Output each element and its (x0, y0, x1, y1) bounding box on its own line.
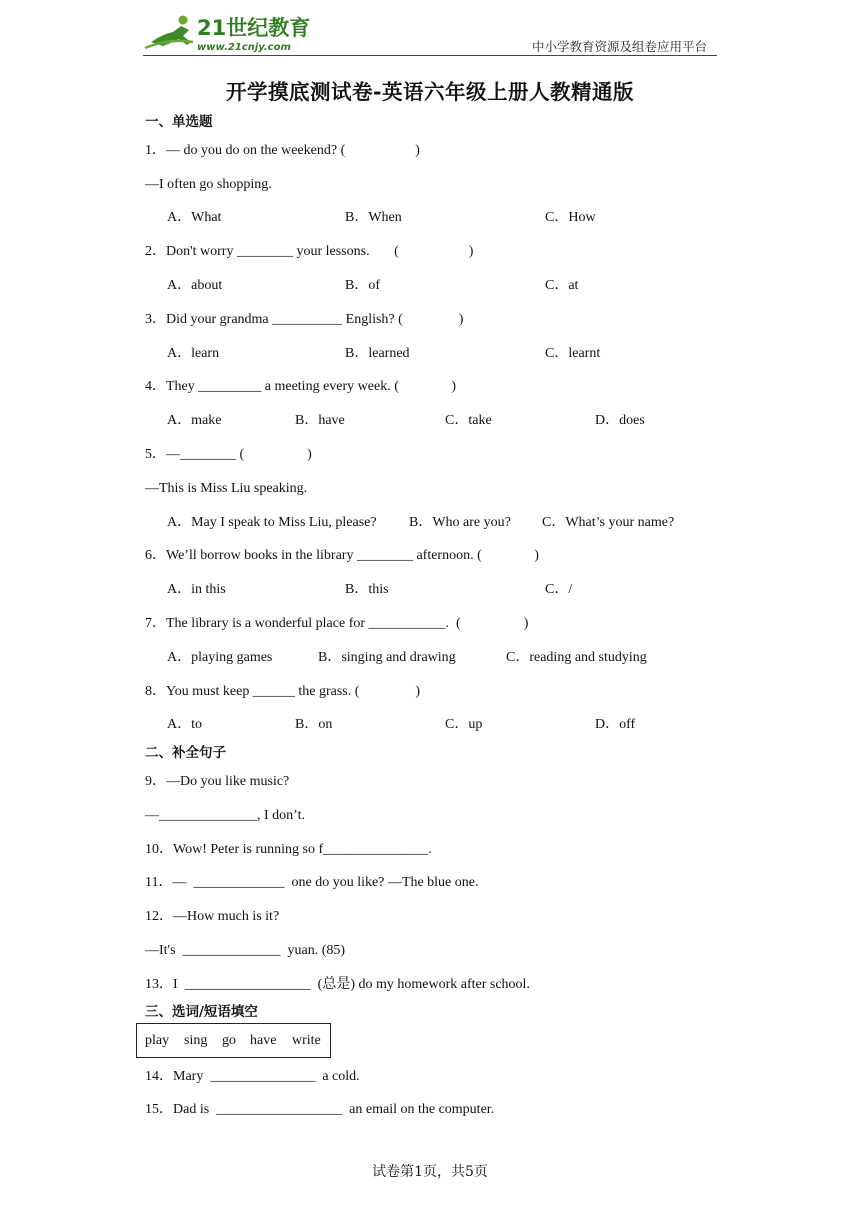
q4-option-a: A．make (167, 413, 222, 428)
word-bank-box (136, 1023, 331, 1058)
q1-option-c: C．How (545, 210, 596, 225)
question-7: 7．The library is a wonderful place for ___________. ( ) (145, 616, 529, 631)
q5-option-a: A．May I speak to Miss Liu, please? (167, 515, 377, 530)
q8-option-a: A．to (167, 717, 202, 732)
q2-option-c: C．at (545, 278, 579, 293)
question-15: 15．Dad is __________________ an email on the computer. (145, 1102, 495, 1117)
word-bank-item: have (250, 1033, 277, 1048)
q5-option-c: C．What’s your name? (542, 515, 675, 530)
question-4: 4．They _________ a meeting every week. ( ) (145, 379, 457, 394)
q2-option-a: A．about (167, 278, 223, 293)
q6-option-b: B．this (345, 582, 389, 597)
runner-icon (145, 16, 193, 49)
question-9-reply: —______________, I don’t. (145, 808, 305, 823)
svg-text:21世纪教育: 21世纪教育 (197, 16, 311, 40)
question-9: 9．—Do you like music? (145, 774, 290, 789)
question-10: 10．Wow! Peter is running so f_______________. (145, 842, 432, 857)
question-3: 3．Did your grandma __________ English? ( ) (145, 312, 464, 327)
question-14: 14．Mary _______________ a cold. (145, 1069, 360, 1084)
question-1: 1．— do you do on the weekend? ( ) (145, 143, 420, 158)
question-5: 5．—________ ( ) (145, 447, 312, 462)
q4-option-c: C．take (445, 413, 492, 428)
q8-option-b: B．on (295, 717, 333, 732)
question-12-reply: —It's ______________ yuan. (85) (145, 943, 346, 958)
section-complete-sentences: 二、补全句子 (145, 745, 226, 761)
word-bank-item: write (292, 1033, 321, 1048)
question-6: 6．We’ll borrow books in the library ________ afternoon. ( ) (145, 548, 539, 563)
word-bank-item: go (222, 1033, 236, 1048)
question-13: 13．I __________________ (总是) do my homework after school. (145, 977, 530, 992)
q1-option-a: A．What (167, 210, 222, 225)
q3-option-b: B．learned (345, 346, 410, 361)
q2-option-b: B．of (345, 278, 380, 293)
section-single-choice: 一、单选题 (145, 114, 213, 130)
page-title: 开学摸底测试卷-英语六年级上册人教精通版 (225, 80, 634, 104)
question-8: 8．You must keep ______ the grass. ( ) (145, 684, 421, 699)
q3-option-c: C．learnt (545, 346, 601, 361)
q1-option-b: B．When (345, 210, 402, 225)
page-header (143, 12, 717, 56)
section-word-fill: 三、选词/短语填空 (145, 1004, 258, 1020)
q8-option-d: D．off (595, 717, 636, 732)
q3-option-a: A．learn (167, 346, 220, 361)
question-11: 11．— _____________ one do you like? —The blue one. (145, 875, 479, 890)
svg-text:www.21cnjy.com: www.21cnjy.com (197, 42, 291, 53)
word-bank-item: sing (184, 1033, 208, 1048)
q4-option-b: B．have (295, 413, 345, 428)
q7-option-b: B．singing and drawing (318, 650, 456, 665)
question-5-reply: —This is Miss Liu speaking. (145, 481, 308, 496)
q6-option-a: A．in this (167, 582, 226, 597)
question-2: 2．Don't worry ________ your lessons. ( ) (145, 244, 474, 259)
q5-option-b: B．Who are you? (409, 515, 511, 530)
question-12: 12．—How much is it? (145, 909, 280, 924)
q7-option-c: C．reading and studying (506, 650, 647, 665)
platform-name: 中小学教育资源及组卷应用平台 (531, 39, 707, 54)
word-bank-item: play (145, 1033, 170, 1048)
question-1-reply: —I often go shopping. (145, 177, 272, 192)
logo (143, 12, 318, 54)
q7-option-a: A．playing games (167, 650, 273, 665)
q6-option-c: C．/ (545, 582, 573, 597)
page-footer: 试卷第1页，共5页 (372, 1164, 488, 1180)
q8-option-c: C．up (445, 717, 483, 732)
q4-option-d: D．does (595, 413, 645, 428)
